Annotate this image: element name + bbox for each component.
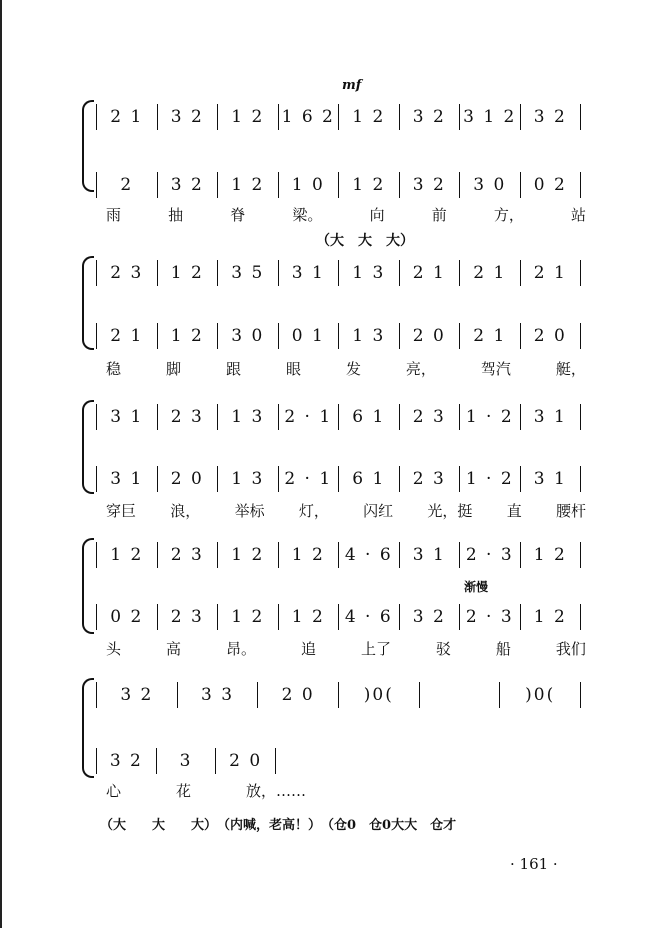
upper-staff <box>96 542 581 568</box>
upper-staff <box>96 104 581 130</box>
lyric: 前 <box>431 206 447 224</box>
measure: 3 5 <box>218 260 279 286</box>
measure: 2 1 <box>460 323 521 349</box>
system-brace <box>82 400 94 494</box>
lyric: 追 <box>300 640 316 658</box>
measure: 3 2 <box>158 172 219 198</box>
measure: 1 2 <box>339 172 400 198</box>
measure: 2 3 <box>96 260 158 286</box>
measure: 3 1 <box>521 466 582 492</box>
measure: 2 3 <box>158 404 219 430</box>
measure: 1 2 <box>158 323 219 349</box>
lyric: 站 <box>570 206 586 224</box>
lyric: 抽 <box>168 206 184 224</box>
measure: )0( <box>500 682 581 708</box>
system-brace <box>82 100 94 192</box>
lower-staff <box>96 604 581 630</box>
system-brace <box>82 538 94 634</box>
measure: 1 0 <box>279 172 340 198</box>
measure: 2 · 1 <box>279 404 340 430</box>
system-brace <box>82 678 94 778</box>
measure: 2 1 <box>400 260 461 286</box>
measure: 2 3 <box>158 542 219 568</box>
lower-staff <box>96 748 276 774</box>
lyric: 腰杆 <box>555 502 586 520</box>
lyric: 方， <box>493 206 524 224</box>
lower-staff <box>96 172 581 198</box>
measure: 1 3 <box>339 323 400 349</box>
measure: 0 2 <box>96 604 158 630</box>
measure: 3 0 <box>460 172 521 198</box>
measure: 3 0 <box>218 323 279 349</box>
measure: 1 · 2 <box>460 466 521 492</box>
lyric: 高 <box>165 640 181 658</box>
page-edge-rule <box>0 0 2 928</box>
measure: 1 2 <box>339 104 400 130</box>
lyric: 闪红 <box>363 502 394 520</box>
lyric: 头 <box>106 640 122 658</box>
lyrics-line <box>106 358 586 379</box>
lower-staff <box>96 323 581 349</box>
measure: 1 2 <box>218 104 279 130</box>
measure: 3 1 <box>96 404 158 430</box>
measure: 3 2 <box>158 104 219 130</box>
measure: 3 2 <box>400 104 461 130</box>
lyric: 眼 <box>285 360 301 378</box>
measure: 1 2 <box>218 172 279 198</box>
lyric: 驾汽 <box>480 360 511 378</box>
measure: )0( <box>339 682 420 708</box>
lyrics-line <box>106 500 586 521</box>
lyric: 浪， <box>170 502 201 520</box>
lyric: 花 <box>175 782 191 800</box>
upper-staff <box>96 404 581 430</box>
lyric: 艇， <box>555 360 586 378</box>
lyric: 放，…… <box>245 782 306 800</box>
measure: 1 2 <box>218 542 279 568</box>
measure: 1 2 <box>96 542 158 568</box>
measure: 1 2 <box>521 542 582 568</box>
lyric: 向 <box>369 206 385 224</box>
measure: 2 1 <box>460 260 521 286</box>
lyric: 举标 <box>234 502 265 520</box>
measure: 1 2 <box>521 604 582 630</box>
upper-staff <box>96 682 581 708</box>
lyrics-line <box>106 780 306 801</box>
measure <box>420 682 501 708</box>
lyric: 上了 <box>360 640 391 658</box>
measure: 1 3 <box>218 404 279 430</box>
measure: 1 · 2 <box>460 404 521 430</box>
measure: 3 1 <box>400 542 461 568</box>
measure: 3 1 <box>521 404 582 430</box>
measure: 2 0 <box>521 323 582 349</box>
measure: 2 0 <box>400 323 461 349</box>
lyric: 心 <box>106 782 122 800</box>
lower-staff <box>96 466 581 492</box>
page-number: · 161 · <box>510 855 558 873</box>
dynamic-mark: mf <box>342 78 362 93</box>
lyric: 直 <box>506 502 522 520</box>
measure: 2 1 <box>521 260 582 286</box>
lyric: 船 <box>495 640 511 658</box>
measure: 3 2 <box>400 604 461 630</box>
lyric: 脚 <box>165 360 181 378</box>
tempo-mark: 渐慢 <box>464 580 489 594</box>
measure: 3 2 <box>96 682 178 708</box>
measure: 3 3 <box>178 682 259 708</box>
percussion-line: （大 大 大） <box>316 233 414 249</box>
measure: 6 1 <box>339 466 400 492</box>
system-brace <box>82 256 94 350</box>
lyric: 光，挺 <box>427 502 473 520</box>
lyric: 亮， <box>405 360 436 378</box>
lyric: 梁。 <box>292 206 323 224</box>
lyric: 我们 <box>555 640 586 658</box>
measure: 2 3 <box>400 466 461 492</box>
lyric: 昂。 <box>225 640 256 658</box>
measure: 4 · 6 <box>339 604 400 630</box>
measure: 2 0 <box>158 466 219 492</box>
measure: 1 3 <box>218 466 279 492</box>
measure: 2 3 <box>158 604 219 630</box>
measure: 3 1 2 <box>460 104 521 130</box>
measure: 1 6 2 <box>279 104 340 130</box>
measure: 4 · 6 <box>339 542 400 568</box>
lyric: 脊 <box>230 206 246 224</box>
lyrics-line <box>106 638 586 659</box>
percussion-line: （大 大 大） （内喊，老高！） （仓0 仓0大大 仓才 <box>100 818 457 833</box>
measure: 2 0 <box>216 748 276 774</box>
measure: 3 2 <box>400 172 461 198</box>
upper-staff <box>96 260 581 286</box>
measure: 1 2 <box>218 604 279 630</box>
measure: 2 · 3 <box>460 604 521 630</box>
measure: 0 1 <box>279 323 340 349</box>
measure: 3 1 <box>96 466 158 492</box>
measure: 2 1 <box>96 104 158 130</box>
measure: 3 <box>157 748 217 774</box>
lyric: 穿巨 <box>106 502 137 520</box>
measure: 2 1 <box>96 323 158 349</box>
lyrics-line <box>106 204 586 225</box>
measure: 3 2 <box>96 748 157 774</box>
measure: 2 3 <box>400 404 461 430</box>
lyric: 跟 <box>225 360 241 378</box>
measure: 2 · 3 <box>460 542 521 568</box>
measure: 0 2 <box>521 172 582 198</box>
measure: 1 3 <box>339 260 400 286</box>
lyric: 稳 <box>106 360 122 378</box>
lyric: 驳 <box>435 640 451 658</box>
measure: 2 <box>96 172 158 198</box>
lyric: 灯， <box>298 502 329 520</box>
measure: 3 2 <box>521 104 582 130</box>
measure: 6 1 <box>339 404 400 430</box>
measure: 2 · 1 <box>279 466 340 492</box>
measure: 1 2 <box>158 260 219 286</box>
measure: 3 1 <box>279 260 340 286</box>
measure: 1 2 <box>279 604 340 630</box>
measure: 1 2 <box>279 542 340 568</box>
measure: 2 0 <box>258 682 339 708</box>
lyric: 发 <box>345 360 361 378</box>
lyric: 雨 <box>106 206 122 224</box>
